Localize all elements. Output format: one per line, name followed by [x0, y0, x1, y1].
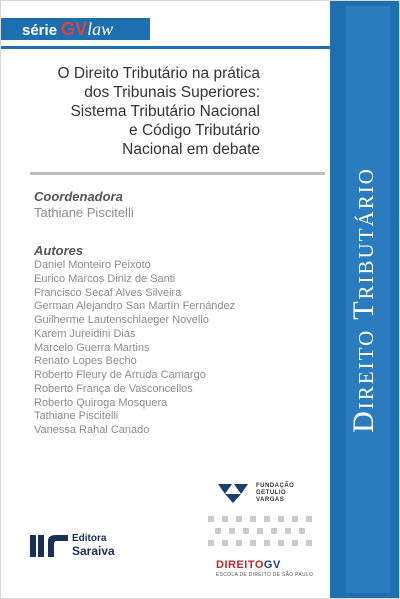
author-item: Karem Jureidini Dias — [34, 327, 136, 340]
coordinator-heading: Coordenadora — [34, 189, 123, 204]
author-item: Roberto Fleury de Arruda Camargo — [34, 369, 206, 381]
author-item: Guilherme Lautenschlaeger Novello — [34, 314, 209, 326]
dot-grid-decoration — [206, 514, 318, 550]
fgv-mark-icon — [216, 482, 250, 504]
title-line: O Direito Tributário na prática — [57, 65, 260, 82]
direito-gv-subtitle: ESCOLA DE DIREITO DE SÃO PAULO — [216, 572, 314, 578]
book-title — [20, 64, 260, 159]
author-item: Francisco Secaf Alves Silveira — [34, 286, 182, 299]
title-line: e Código Tributário — [129, 122, 260, 139]
saraiva-line-2: Saraiva — [72, 544, 115, 558]
fgv-text — [256, 483, 316, 504]
title-line: Sistema Tributário Nacional — [70, 103, 260, 120]
author-item: Renato Lopes Becho — [34, 355, 137, 368]
authors-list — [34, 259, 235, 438]
direito-text: DIREITO — [216, 559, 264, 571]
direito-gv-wordmark — [216, 559, 316, 571]
spine-title — [334, 0, 394, 599]
series-gv: GV — [61, 19, 88, 39]
author-item: Daniel Monteiro Peixoto — [34, 259, 151, 271]
author-item: Roberto França de Vasconcellos — [34, 382, 193, 395]
spine-title-text: Direito Tributário — [347, 166, 380, 433]
author-item: Eurico Marcos Diniz de Santi — [34, 272, 176, 285]
saraiva-logo — [30, 529, 140, 563]
authors-heading: Autores — [34, 243, 84, 258]
series-logo — [22, 18, 113, 40]
direito-gv-logo — [216, 559, 316, 581]
fgv-line-2: GETULIO VARGAS — [256, 490, 287, 503]
author-item: Marcelo Guerra Martins — [34, 341, 150, 354]
author-item: Roberto Quiroga Mosquera — [34, 396, 168, 409]
saraiva-text — [72, 533, 115, 557]
title-line: Nacional em debate — [122, 141, 260, 158]
saraiva-line-1: Editora — [72, 533, 107, 544]
series-label: série — [22, 22, 58, 39]
header-divider — [0, 46, 330, 49]
fgv-logo — [216, 480, 316, 510]
author-item: German Alejandro San Martín Fernández — [34, 300, 236, 313]
coordinator-name: Tathiane Piscitelli — [34, 205, 134, 220]
title-line: dos Tribunais Superiores: — [84, 84, 260, 101]
fgv-line-1: FUNDAÇÃO — [256, 483, 295, 489]
gv-text: GV — [263, 559, 281, 571]
author-item: Tathiane Piscitelli — [34, 410, 119, 423]
title-divider — [30, 172, 325, 175]
author-item: Vanessa Rahal Canado — [34, 424, 150, 436]
saraiva-mark-icon — [30, 531, 68, 559]
series-law: law — [87, 19, 114, 39]
